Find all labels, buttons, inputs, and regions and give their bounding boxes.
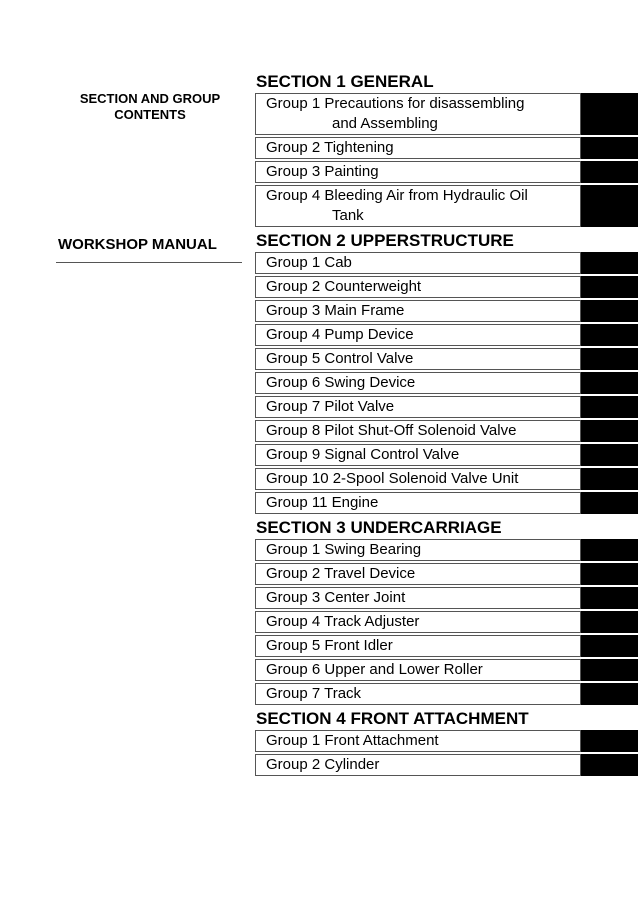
- group-label: Group 4 Track Adjuster: [266, 613, 420, 630]
- group-entry[interactable]: [255, 611, 581, 633]
- group-label: Group 11 Engine: [266, 494, 379, 511]
- section-index-tab: [581, 420, 638, 442]
- manual-title: WORKSHOP MANUAL: [58, 236, 217, 253]
- section-index-tab: [581, 396, 638, 418]
- contents-heading: [56, 91, 244, 123]
- section-index-tab: [581, 754, 638, 776]
- group-entry[interactable]: [255, 444, 581, 466]
- group-label: Group 3 Center Joint: [266, 589, 406, 606]
- group-label: Group 2 Tightening: [266, 139, 394, 156]
- section-index-tab: [581, 539, 638, 561]
- group-label: Group 7 Pilot Valve: [266, 398, 395, 415]
- group-label: Group 4 Bleeding Air from Hydraulic Oil: [266, 187, 528, 204]
- group-entry[interactable]: [255, 468, 581, 490]
- group-entry[interactable]: [255, 348, 581, 370]
- group-row[interactable]: [255, 252, 638, 274]
- group-row[interactable]: [255, 659, 638, 681]
- group-row[interactable]: [255, 468, 638, 490]
- group-row[interactable]: [255, 185, 638, 227]
- group-row[interactable]: [255, 539, 638, 561]
- group-entry[interactable]: [255, 492, 581, 514]
- section-index-tab: [581, 444, 638, 466]
- group-entry[interactable]: [255, 372, 581, 394]
- group-entry[interactable]: [255, 754, 581, 776]
- group-entry[interactable]: [255, 539, 581, 561]
- group-label: Group 7 Track: [266, 685, 362, 702]
- group-label: Group 4 Pump Device: [266, 326, 414, 343]
- section-index-tab: [581, 372, 638, 394]
- section-index-tab: [581, 185, 638, 227]
- manual-title-rule: [56, 262, 242, 263]
- group-label-continuation: Tank: [332, 207, 364, 224]
- section-index-tab: [581, 276, 638, 298]
- group-entry[interactable]: [255, 324, 581, 346]
- group-entry[interactable]: [255, 730, 581, 752]
- section-index-tab: [581, 683, 638, 705]
- group-entry[interactable]: [255, 683, 581, 705]
- group-row[interactable]: [255, 324, 638, 346]
- section-index-tab: [581, 252, 638, 274]
- section-index-tab: [581, 611, 638, 633]
- group-entry[interactable]: [255, 587, 581, 609]
- group-label: Group 1 Front Attachment: [266, 732, 439, 749]
- group-row[interactable]: [255, 492, 638, 514]
- group-row[interactable]: [255, 396, 638, 418]
- group-label: Group 9 Signal Control Valve: [266, 446, 460, 463]
- group-entry[interactable]: [255, 185, 581, 227]
- section-index-tab: [581, 492, 638, 514]
- section-index-tab: [581, 93, 638, 135]
- group-row[interactable]: [255, 563, 638, 585]
- section-index-tab: [581, 468, 638, 490]
- group-label: Group 6 Swing Device: [266, 374, 416, 391]
- section-index-tab: [581, 300, 638, 322]
- group-row[interactable]: [255, 444, 638, 466]
- contents-heading-line1: SECTION AND GROUP: [79, 91, 221, 106]
- group-row[interactable]: [255, 635, 638, 657]
- group-row[interactable]: [255, 730, 638, 752]
- group-entry[interactable]: [255, 635, 581, 657]
- group-row[interactable]: [255, 372, 638, 394]
- group-row[interactable]: [255, 161, 638, 183]
- group-label: Group 6 Upper and Lower Roller: [266, 661, 483, 678]
- group-entry[interactable]: [255, 137, 581, 159]
- group-label: Group 5 Front Idler: [266, 637, 393, 654]
- group-row[interactable]: [255, 93, 638, 135]
- section-title[interactable]: SECTION 2 UPPERSTRUCTURE: [256, 231, 514, 250]
- group-label: Group 2 Counterweight: [266, 278, 422, 295]
- group-row[interactable]: [255, 587, 638, 609]
- section-index-tab: [581, 635, 638, 657]
- group-label: Group 1 Cab: [266, 254, 352, 271]
- section-index-tab: [581, 730, 638, 752]
- group-row[interactable]: [255, 754, 638, 776]
- group-row[interactable]: [255, 683, 638, 705]
- section-index-tab: [581, 348, 638, 370]
- group-row[interactable]: [255, 137, 638, 159]
- group-row[interactable]: [255, 276, 638, 298]
- group-label: Group 5 Control Valve: [266, 350, 414, 367]
- group-label: Group 2 Travel Device: [266, 565, 416, 582]
- section-index-tab: [581, 587, 638, 609]
- group-row[interactable]: [255, 300, 638, 322]
- group-label: Group 3 Main Frame: [266, 302, 405, 319]
- group-label: Group 3 Painting: [266, 163, 379, 180]
- contents-heading-line2: CONTENTS: [114, 107, 186, 122]
- group-label: Group 8 Pilot Shut-Off Solenoid Valve: [266, 422, 517, 439]
- section-title[interactable]: SECTION 4 FRONT ATTACHMENT: [256, 709, 529, 728]
- section-index-tab: [581, 137, 638, 159]
- group-entry[interactable]: [255, 252, 581, 274]
- group-label: Group 2 Cylinder: [266, 756, 380, 773]
- group-entry[interactable]: [255, 563, 581, 585]
- section-title[interactable]: SECTION 1 GENERAL: [256, 72, 434, 91]
- section-index-tab: [581, 659, 638, 681]
- group-row[interactable]: [255, 420, 638, 442]
- section-title[interactable]: SECTION 3 UNDERCARRIAGE: [256, 518, 502, 537]
- group-label: Group 1 Swing Bearing: [266, 541, 422, 558]
- group-entry[interactable]: [255, 93, 581, 135]
- group-entry[interactable]: [255, 396, 581, 418]
- group-entry[interactable]: [255, 276, 581, 298]
- section-index-tab: [581, 161, 638, 183]
- section-index-tab: [581, 563, 638, 585]
- group-row[interactable]: [255, 611, 638, 633]
- contents-list: [255, 70, 638, 778]
- group-entry[interactable]: [255, 420, 581, 442]
- group-label: Group 10 2-Spool Solenoid Valve Unit: [266, 470, 519, 487]
- group-label-continuation: and Assembling: [332, 115, 438, 132]
- group-entry[interactable]: [255, 300, 581, 322]
- group-entry[interactable]: [255, 161, 581, 183]
- group-entry[interactable]: [255, 659, 581, 681]
- group-label: Group 1 Precautions for disassembling: [266, 95, 525, 112]
- section-index-tab: [581, 324, 638, 346]
- group-row[interactable]: [255, 348, 638, 370]
